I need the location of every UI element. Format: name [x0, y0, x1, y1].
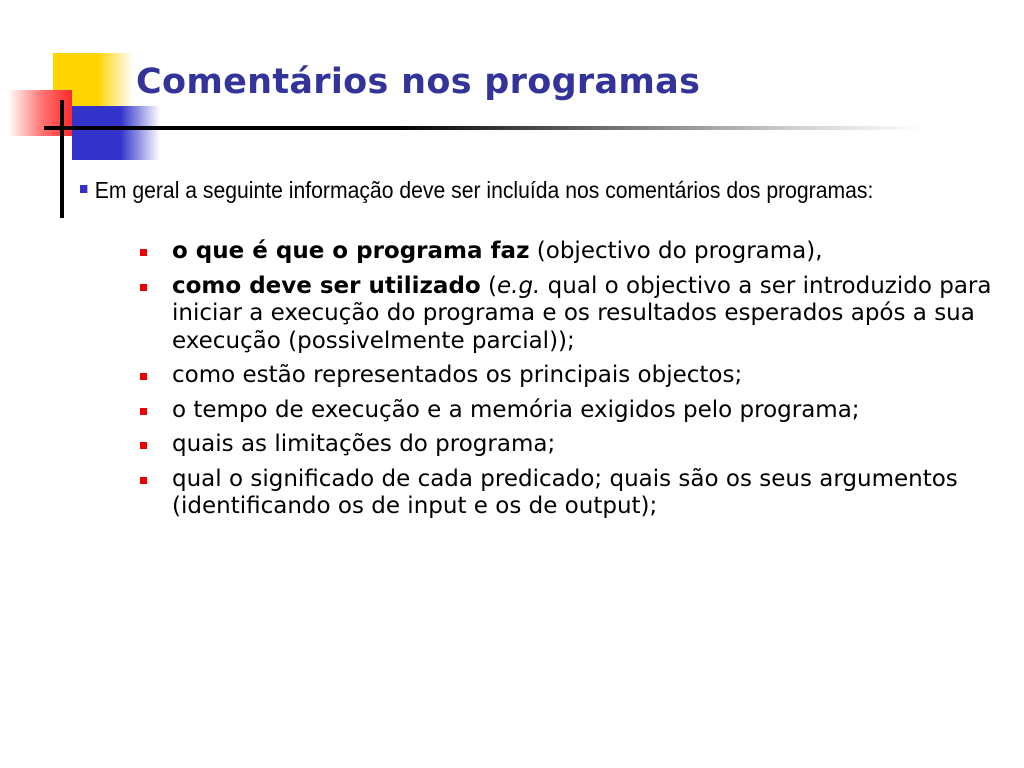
item-text: o tempo de execução e a memória exigidos pelo programa;	[172, 396, 860, 423]
list-item	[140, 466, 1012, 521]
item-bold-text: o que é que o programa faz	[172, 238, 530, 264]
intro-paragraph	[80, 176, 1000, 204]
red-bullet-icon	[140, 408, 147, 415]
item-text: qual o significado de cada predicado; quais são os seus argumentos (identificando os de input e os de output);	[172, 465, 958, 519]
logo-blue-square	[72, 106, 160, 160]
list-item	[140, 431, 1012, 459]
logo-vertical-line	[60, 100, 64, 218]
slide-title: Comentários nos programas	[136, 62, 701, 102]
red-bullet-icon	[140, 249, 147, 256]
red-bullet-icon	[140, 477, 147, 484]
comment-info-list	[140, 238, 1012, 528]
red-bullet-icon	[140, 284, 147, 291]
list-item	[140, 273, 1012, 356]
list-item	[140, 397, 1012, 425]
item-bold-text: como deve ser utilizado	[172, 272, 481, 299]
red-bullet-icon	[140, 373, 147, 380]
intro-text: Em geral a seguinte informação deve ser incluída nos comentários dos programas:	[94, 177, 874, 203]
list-item	[140, 362, 1012, 390]
item-text: como estão representados os principais objectos;	[172, 362, 743, 388]
item-text: qual o objectivo a ser introduzido para iniciar a execução do programa e os resultados esperados após a sua execução (possivelmente parcial));	[172, 272, 992, 354]
item-text: (objectivo do programa),	[529, 238, 823, 264]
item-italic-text: e.g.	[497, 272, 541, 299]
item-text-prefix: (	[480, 272, 497, 299]
list-item	[140, 238, 1012, 266]
title-underline	[44, 126, 924, 130]
item-text: quais as limitações do programa;	[172, 431, 556, 457]
red-bullet-icon	[140, 442, 147, 449]
square-bullet-icon	[80, 185, 87, 193]
